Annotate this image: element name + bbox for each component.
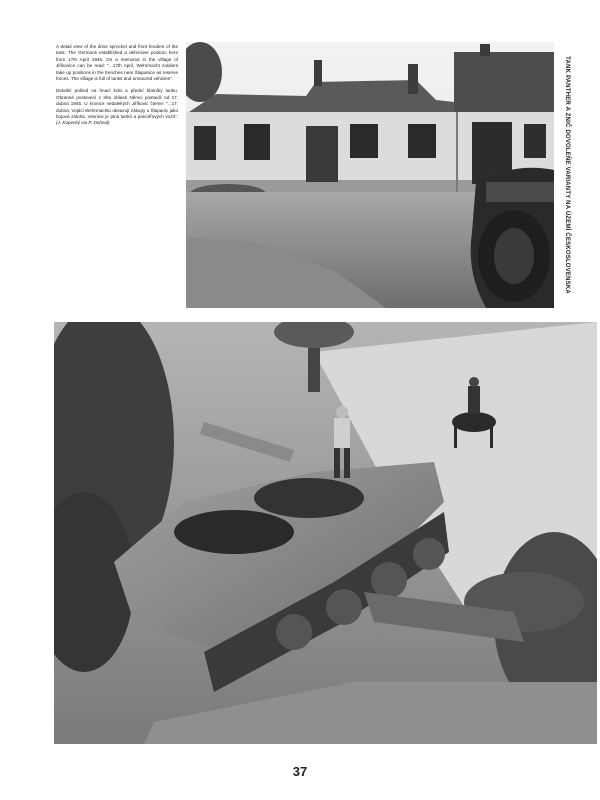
bottom-photo-panther-wreck <box>54 322 597 744</box>
photo-credit: (J. Kopecký via P. Dohnal) <box>56 120 110 126</box>
caption-czech <box>56 88 178 126</box>
caption-czech-text: Detailní pohled na hnací kolo a přední blatníky tanku. Obranné postavení v této oblasti Němci postavili od 17. dubna 1945. U kronice nedalekých Jiříkovic čteme: "...17. dubna, Vojáci Wehrmachtu obsazují zákopy u Šlapanic jako bojová záloha. Vesnice je plná tanků a pancéřových vozů". <box>56 88 178 120</box>
caption-english: A detail view of the drive sprocket and front fenders of the tank. The Germans established a defensive position here from 17th April 1945. On a memorial in the village of Jiříkovice can be read: "...17th April, Wehrmacht soldiers take up positions in the trenches near Šlapanice as reserve forces. The village is full of tanks and armoured vehicles". <box>56 44 178 82</box>
top-photo-illustration <box>186 42 554 308</box>
side-running-title <box>560 42 574 308</box>
side-title-text: TANK PANTHER A ZNIČ DOVOLEŇE VARIANTY NA ÚZEMÍ ČESKOSLOVENSKA <box>564 56 571 294</box>
caption-column <box>56 44 178 133</box>
page-number: 37 <box>292 764 308 779</box>
top-photo-village-street <box>186 42 554 308</box>
bottom-photo-illustration <box>54 322 597 744</box>
